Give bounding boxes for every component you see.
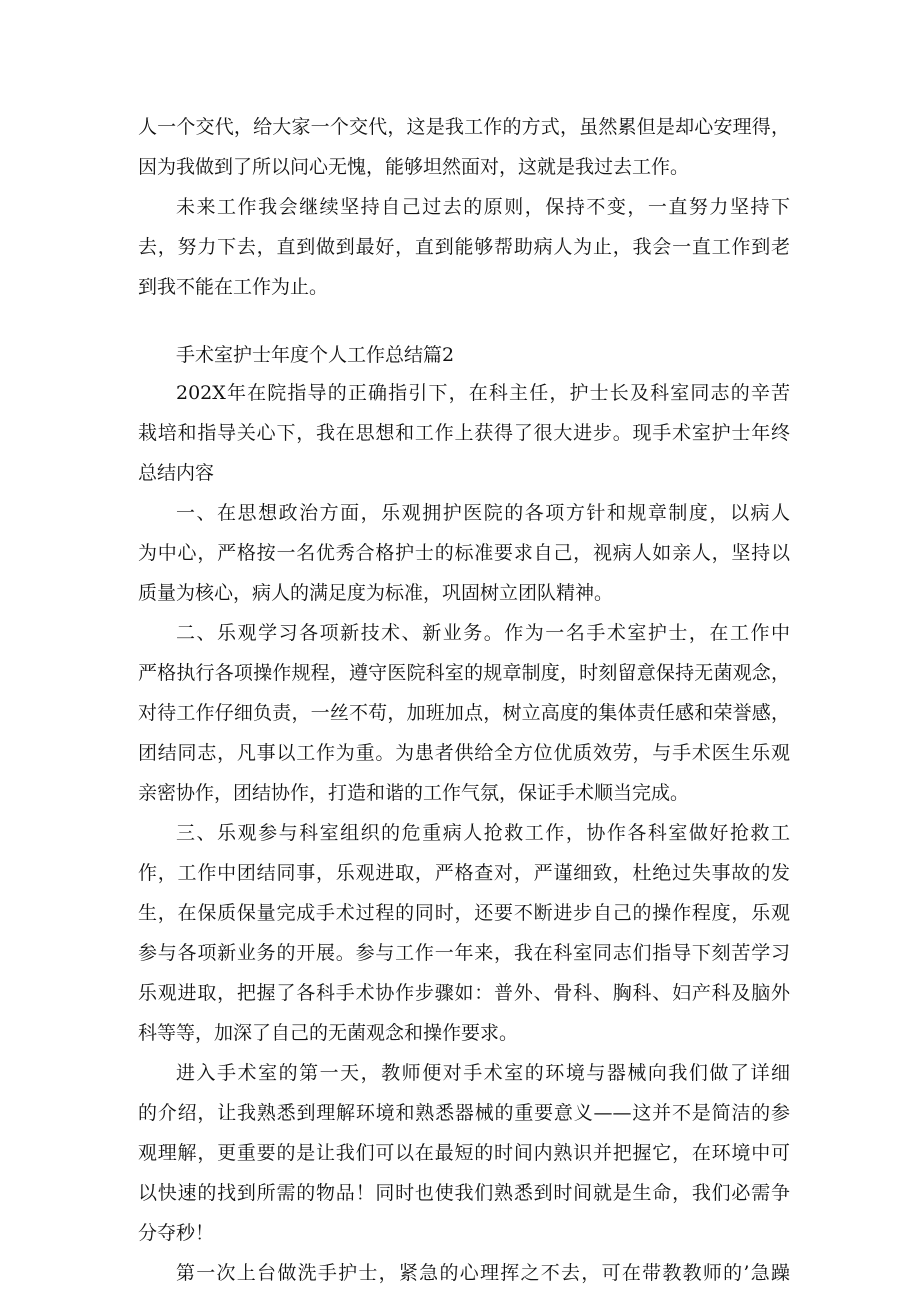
text-line: 栽培和指导关心下，我在思想和工作上获得了很大进步。现手术室护士年终 xyxy=(138,422,790,444)
text-line: 一、在思想政治方面，乐观拥护医院的各项方针和规章制度，以病人 xyxy=(176,502,790,524)
text-line: 乐观进取，把握了各科手术协作步骤如：普外、骨科、胸科、妇产科及脑外 xyxy=(138,982,790,1004)
text-line: 去，努力下去，直到做到最好，直到能够帮助病人为止，我会一直工作到老 xyxy=(138,236,790,258)
text-line: 202X年在院指导的正确指引下，在科主任，护士长及科室同志的辛苦 xyxy=(176,382,790,404)
text-line: 未来工作我会继续坚持自己过去的原则，保持不变，一直努力坚持下 xyxy=(176,196,790,218)
section-heading: 手术室护士年度个人工作总结篇2 xyxy=(176,344,455,366)
text-line: 团结同志，凡事以工作为重。为患者供给全方位优质效劳，与手术医生乐观 xyxy=(138,742,790,764)
text-line: 科等等，加深了自己的无菌观念和操作要求。 xyxy=(138,1022,519,1044)
text-line: 二、乐观学习各项新技术、新业务。作为一名手术室护士，在工作中 xyxy=(176,622,790,644)
text-line: 亲密协作，团结协作，打造和谐的工作气氛，保证手术顺当完成。 xyxy=(138,782,690,804)
text-line: 生，在保质保量完成手术过程的同时，还要不断进步自己的操作程度，乐观 xyxy=(138,902,790,924)
text-line: 严格执行各项操作规程，遵守医院科室的规章制度，时刻留意保持无菌观念， xyxy=(138,662,790,684)
text-line: 为中心，严格按一名优秀合格护士的标准要求自己，视病人如亲人，坚持以 xyxy=(138,542,790,564)
text-line: 参与各项新业务的开展。参与工作一年来，我在科室同志们指导下刻苦学习 xyxy=(138,942,790,964)
text-line: 到我不能在工作为止。 xyxy=(138,276,329,298)
text-line: 分夺秒！ xyxy=(138,1222,215,1244)
text-line: 的介绍，让我熟悉到理解环境和熟悉器械的重要意义——这并不是简洁的参 xyxy=(138,1102,790,1124)
text-line: 作，工作中团结同事，乐观进取，严格查对，严谨细致，杜绝过失事故的发 xyxy=(138,862,790,884)
text-line: 人一个交代，给大家一个交代，这是我工作的方式，虽然累但是却心安理得， xyxy=(138,116,790,138)
text-line: 因为我做到了所以问心无愧，能够坦然面对，这就是我过去工作。 xyxy=(138,156,690,178)
text-line: 第一次上台做洗手护士，紧急的心理挥之不去，可在带教教师的’急躁 xyxy=(176,1262,790,1284)
text-line: 总结内容 xyxy=(138,462,215,484)
text-line: 三、乐观参与科室组织的危重病人抢救工作，协作各科室做好抢救工 xyxy=(176,822,790,844)
text-line: 对待工作仔细负责，一丝不苟，加班加点，树立高度的集体责任感和荣誉感， xyxy=(138,702,790,724)
text-line: 进入手术室的第一天，教师便对手术室的环境与器械向我们做了详细 xyxy=(176,1062,790,1084)
text-line: 以快速的找到所需的物品！同时也使我们熟悉到时间就是生命，我们必需争 xyxy=(138,1182,790,1204)
text-line: 观理解，更重要的是让我们可以在最短的时间内熟识并把握它，在环境中可 xyxy=(138,1142,790,1164)
text-line: 质量为核心，病人的满足度为标准，巩固树立团队精神。 xyxy=(138,582,614,604)
